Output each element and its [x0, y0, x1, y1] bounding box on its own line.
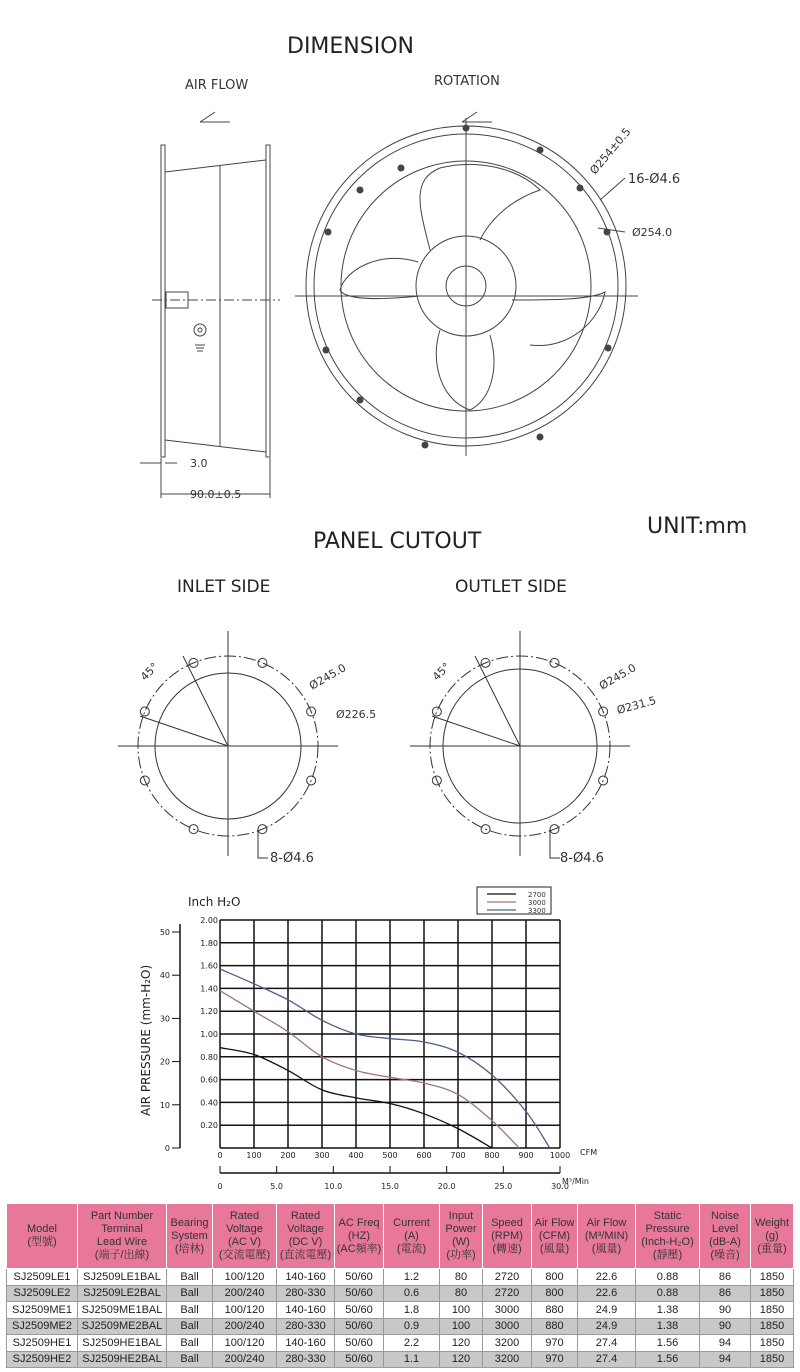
table-cell: 1850: [751, 1351, 794, 1368]
table-cell: 3000: [483, 1302, 532, 1319]
x2-tick-label: 25.0: [494, 1182, 513, 1191]
table-cell: 200/240: [213, 1351, 277, 1368]
column-header-line: Air Flow: [534, 1216, 575, 1229]
x-tick-label: 200: [280, 1151, 296, 1160]
table-row: [7, 1302, 794, 1319]
outer-diameter-tol-label: Ø254±0.5: [587, 125, 634, 177]
y-tick-label: 0.20: [200, 1121, 218, 1131]
column-header-line: (風量): [591, 1242, 622, 1255]
legend-label: 3000: [528, 899, 546, 907]
column-header-line: Level: [711, 1223, 739, 1235]
mount-hole: [550, 658, 559, 667]
table-cell: 2.2: [384, 1335, 440, 1352]
table-cell: 86: [700, 1269, 751, 1286]
table-cell: 880: [532, 1302, 578, 1319]
outlet-holes-label: 8-Ø4.6: [560, 851, 604, 866]
column-header: [483, 1204, 532, 1269]
x-tick-label: 100: [246, 1151, 262, 1160]
column-header-line: (AC V): [228, 1236, 261, 1248]
inlet-d2-label: Ø226.5: [336, 708, 377, 721]
outlet-d1-label: Ø245.0: [597, 661, 639, 693]
column-header-line: (端子/出線): [94, 1249, 150, 1261]
table-cell: 1.8: [384, 1302, 440, 1319]
fan-side-view: [140, 145, 280, 498]
outer-diameter-label: Ø254.0: [632, 226, 673, 239]
table-cell: Ball: [167, 1285, 213, 1302]
table-cell: 90: [700, 1302, 751, 1319]
legend-label: 3300: [528, 907, 546, 915]
column-header-line: Noise: [710, 1210, 740, 1222]
x2-tick-label: 20.0: [437, 1182, 456, 1191]
y2-tick-label: 0: [164, 1144, 170, 1153]
column-header-line: Static: [653, 1210, 682, 1222]
table-cell: 970: [532, 1351, 578, 1368]
series-line-3300: [220, 969, 550, 1148]
column-header-line: Pressure: [645, 1223, 690, 1235]
column-header-line: (風量): [539, 1242, 570, 1255]
y-tick-label: 1.20: [200, 1007, 218, 1017]
chart-title: Inch H₂O: [188, 895, 241, 909]
table-cell: 22.6: [578, 1269, 636, 1286]
x-tick-label: 0: [217, 1151, 223, 1160]
y2-tick-label: 10: [159, 1100, 170, 1110]
column-header-line: Rated: [290, 1210, 321, 1222]
x2-tick-label: 15.0: [381, 1182, 399, 1191]
column-header: [700, 1204, 751, 1269]
table-cell: 1.56: [636, 1351, 700, 1368]
legend-label: 2700: [528, 891, 546, 899]
y-tick-label: 0.60: [200, 1075, 218, 1085]
y-tick-label: 1.80: [200, 938, 218, 948]
column-header-line: (噪音): [710, 1249, 740, 1261]
table-cell: 27.4: [578, 1351, 636, 1368]
column-header-line: (DC V): [288, 1236, 323, 1248]
outlet-angle-label: 45°: [429, 660, 453, 684]
column-header-line: Model: [27, 1223, 57, 1235]
table-cell: 50/60: [335, 1318, 384, 1335]
table-cell: Ball: [167, 1335, 213, 1352]
table-cell: SJ2509LE1BAL: [78, 1269, 167, 1286]
table-cell: 120: [440, 1351, 483, 1368]
column-header-line: Terminal: [101, 1223, 143, 1235]
column-header: [384, 1204, 440, 1269]
table-cell: Ball: [167, 1302, 213, 1319]
x-tick-label: 300: [314, 1151, 330, 1160]
table-cell: 100/120: [213, 1269, 277, 1286]
table-cell: 50/60: [335, 1351, 384, 1368]
column-header-line: Air Flow: [586, 1216, 627, 1229]
x-tick-label: 800: [484, 1151, 500, 1160]
table-cell: 86: [700, 1285, 751, 1302]
table-cell: Ball: [167, 1318, 213, 1335]
column-header-line: (M³/MIN): [584, 1229, 629, 1242]
column-header-line: (電流): [396, 1242, 427, 1255]
table-cell: 94: [700, 1335, 751, 1352]
table-cell: 80: [440, 1269, 483, 1286]
outlet-side-title: OUTLET SIDE: [455, 577, 567, 597]
table-row: [7, 1351, 794, 1368]
table-cell: SJ2509LE2: [7, 1285, 78, 1302]
column-header-line: (dB-A): [709, 1236, 741, 1248]
y2-tick-label: 50: [159, 928, 170, 937]
table-cell: 50/60: [335, 1335, 384, 1352]
table-cell: SJ2509ME1: [7, 1302, 78, 1319]
x2-axis-label: M³/Min: [562, 1177, 589, 1186]
unit-label: UNIT:mm: [647, 514, 748, 539]
table-cell: 1.38: [636, 1318, 700, 1335]
table-cell: 50/60: [335, 1269, 384, 1286]
column-header-line: Rated: [229, 1210, 260, 1222]
y2-tick-label: 40: [159, 971, 170, 981]
series-line-3000: [220, 991, 519, 1148]
x-tick-label: 1000: [549, 1151, 571, 1160]
x2-tick-label: 30.0: [551, 1182, 569, 1191]
table-cell: 200/240: [213, 1285, 277, 1302]
column-header-line: Input: [448, 1210, 474, 1222]
table-cell: 280-330: [277, 1351, 335, 1368]
table-cell: 94: [700, 1351, 751, 1368]
table-cell: 24.9: [578, 1318, 636, 1335]
column-header-line: Weight: [754, 1216, 790, 1229]
y2-tick-label: 20: [159, 1057, 170, 1067]
table-cell: 800: [532, 1285, 578, 1302]
x-tick-label: 600: [416, 1151, 432, 1160]
table-cell: 100: [440, 1318, 483, 1335]
table-cell: Ball: [167, 1269, 213, 1286]
column-header-line: (交流電壓): [218, 1249, 271, 1261]
x-axis-label: CFM: [580, 1148, 598, 1157]
column-header-line: (AC頻率): [336, 1242, 382, 1255]
pressure-airflow-chart: [0, 880, 800, 1200]
column-header-line: (W): [452, 1236, 470, 1248]
column-header: [167, 1204, 213, 1269]
table-cell: SJ2509HE2BAL: [78, 1351, 167, 1368]
column-header-line: System: [171, 1229, 208, 1242]
table-cell: 27.4: [578, 1335, 636, 1352]
column-header-line: (CFM): [538, 1229, 571, 1242]
holes-label: 16-Ø4.6: [628, 172, 681, 187]
column-header-line: Bearing: [170, 1216, 209, 1229]
inlet-angle-label: 45°: [137, 660, 161, 684]
flange-thickness-label: 3.0: [190, 457, 208, 470]
table-cell: 24.9: [578, 1302, 636, 1319]
y-tick-label: 0.80: [200, 1052, 218, 1062]
column-header-line: (型號): [27, 1236, 57, 1248]
table-cell: 1850: [751, 1302, 794, 1319]
depth-label: 90.0±0.5: [190, 488, 242, 501]
table-cell: 140-160: [277, 1269, 335, 1286]
column-header: [751, 1204, 794, 1269]
inlet-side-title: INLET SIDE: [177, 577, 271, 597]
table-cell: 50/60: [335, 1285, 384, 1302]
outlet-d2-label: Ø231.5: [615, 693, 658, 717]
table-cell: SJ2509ME2: [7, 1318, 78, 1335]
column-header-line: Current: [393, 1216, 430, 1229]
y-tick-label: 2.00: [200, 916, 218, 925]
table-cell: 880: [532, 1318, 578, 1335]
column-header-line: Voltage: [287, 1223, 324, 1235]
column-header-line: Voltage: [226, 1223, 263, 1235]
column-header: [532, 1204, 578, 1269]
table-cell: 90: [700, 1318, 751, 1335]
table-cell: Ball: [167, 1351, 213, 1368]
table-cell: 120: [440, 1335, 483, 1352]
x-tick-label: 700: [450, 1151, 466, 1160]
column-header-line: (靜壓): [652, 1249, 683, 1261]
table-cell: 140-160: [277, 1335, 335, 1352]
table-cell: SJ2509ME1BAL: [78, 1302, 167, 1319]
rotation-label: ROTATION: [434, 74, 500, 89]
table-cell: 100/120: [213, 1302, 277, 1319]
table-cell: 140-160: [277, 1302, 335, 1319]
y-tick-label: 1.00: [200, 1030, 218, 1039]
table-cell: 800: [532, 1269, 578, 1286]
table-cell: 970: [532, 1335, 578, 1352]
table-cell: 1.38: [636, 1302, 700, 1319]
specs-table: [6, 1203, 794, 1368]
mount-hole: [432, 707, 441, 716]
table-cell: 3200: [483, 1335, 532, 1352]
table-cell: 2720: [483, 1269, 532, 1286]
table-cell: SJ2509ME2BAL: [78, 1318, 167, 1335]
table-cell: 3000: [483, 1318, 532, 1335]
table-cell: 1.56: [636, 1335, 700, 1352]
column-header: [440, 1204, 483, 1269]
leader-line: [550, 830, 560, 858]
column-header: [636, 1204, 700, 1269]
y-axis-label: AIR PRESSURE (mm-H₂O): [139, 964, 153, 1116]
x2-tick-label: 10.0: [324, 1182, 343, 1191]
leader-line: [258, 830, 268, 858]
table-header-row: [7, 1204, 794, 1269]
table-cell: 80: [440, 1285, 483, 1302]
table-cell: 0.88: [636, 1269, 700, 1286]
column-header-line: Lead Wire: [96, 1236, 148, 1248]
column-header: [578, 1204, 636, 1269]
table-cell: 0.9: [384, 1318, 440, 1335]
table-row: [7, 1285, 794, 1302]
column-header-line: (Inch-H₂O): [641, 1236, 694, 1248]
column-header-line: (A): [404, 1229, 419, 1242]
mount-hole: [140, 707, 149, 716]
table-cell: 22.6: [578, 1285, 636, 1302]
y-tick-label: 1.40: [200, 984, 218, 994]
column-header-line: Speed: [491, 1216, 523, 1229]
column-header-line: (重量): [757, 1242, 787, 1255]
table-cell: 1.1: [384, 1351, 440, 1368]
table-cell: 1850: [751, 1335, 794, 1352]
table-cell: 1850: [751, 1269, 794, 1286]
x-tick-label: 900: [518, 1151, 534, 1160]
table-row: [7, 1335, 794, 1352]
column-header-line: (RPM): [491, 1229, 523, 1242]
column-header-line: (直流電壓): [279, 1249, 332, 1261]
inlet-holes-label: 8-Ø4.6: [270, 851, 314, 866]
table-cell: 280-330: [277, 1318, 335, 1335]
column-header: [277, 1204, 335, 1269]
mount-hole: [258, 658, 267, 667]
table-cell: 3200: [483, 1351, 532, 1368]
x-tick-label: 400: [348, 1151, 364, 1160]
table-cell: 280-330: [277, 1285, 335, 1302]
table-cell: SJ2509HE1: [7, 1335, 78, 1352]
column-header-line: (培林): [174, 1242, 205, 1255]
table-cell: SJ2509LE2BAL: [78, 1285, 167, 1302]
fan-dimension-drawing: [0, 0, 800, 520]
column-header: [335, 1204, 384, 1269]
column-header-line: (功率): [446, 1249, 476, 1261]
column-header: [7, 1204, 78, 1269]
table-cell: 0.88: [636, 1285, 700, 1302]
table-cell: 100: [440, 1302, 483, 1319]
table-cell: SJ2509HE1BAL: [78, 1335, 167, 1352]
column-header-line: AC Freq: [338, 1216, 380, 1229]
table-row: [7, 1318, 794, 1335]
x-tick-label: 500: [382, 1151, 398, 1160]
table-cell: 1.2: [384, 1269, 440, 1286]
air-flow-label: AIR FLOW: [185, 78, 249, 93]
column-header: [213, 1204, 277, 1269]
column-header-line: (轉速): [492, 1242, 522, 1255]
column-header-line: Part Number: [90, 1210, 154, 1222]
dimension-title: DIMENSION: [287, 34, 414, 59]
table-cell: 100/120: [213, 1335, 277, 1352]
y-tick-label: 0.40: [200, 1098, 218, 1108]
table-cell: SJ2509HE2: [7, 1351, 78, 1368]
table-cell: 0.6: [384, 1285, 440, 1302]
table-cell: 1850: [751, 1285, 794, 1302]
table-cell: 200/240: [213, 1318, 277, 1335]
inlet-d1-label: Ø245.0: [307, 661, 349, 693]
column-header-line: (g): [765, 1229, 779, 1242]
table-cell: 2720: [483, 1285, 532, 1302]
table-cell: SJ2509LE1: [7, 1269, 78, 1286]
air-flow-arrow-icon: [200, 112, 230, 122]
column-header: [78, 1204, 167, 1269]
panel-cutout-title: PANEL CUTOUT: [313, 529, 482, 554]
table-cell: 1850: [751, 1318, 794, 1335]
x2-tick-label: 5.0: [270, 1182, 284, 1191]
table-cell: 50/60: [335, 1302, 384, 1319]
column-header-line: Power: [445, 1223, 477, 1235]
panel-cutout-drawings: [0, 610, 800, 870]
table-row: [7, 1269, 794, 1286]
column-header-line: (HZ): [348, 1229, 370, 1242]
y2-tick-label: 30: [159, 1014, 170, 1024]
x2-tick-label: 0: [217, 1182, 223, 1191]
y-tick-label: 1.60: [200, 961, 218, 971]
